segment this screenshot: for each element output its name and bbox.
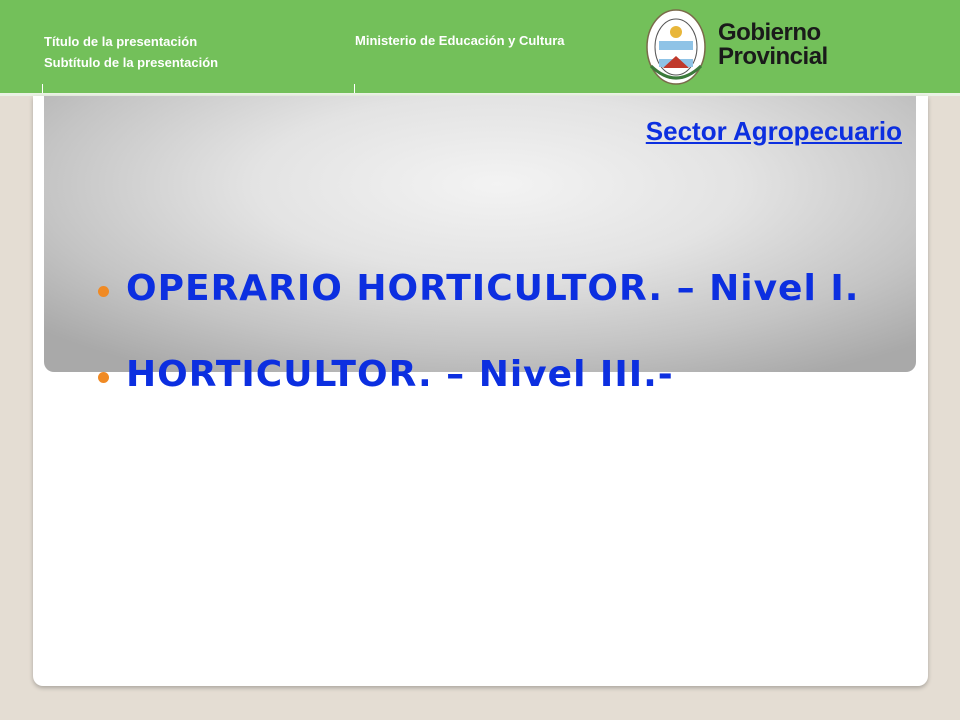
logo-word-provincial: Provincial xyxy=(718,43,828,70)
gobierno-provincial-logo xyxy=(645,8,828,88)
logo-word-gobierno: Gobierno xyxy=(718,19,821,46)
header-bar xyxy=(0,0,960,93)
logo-wordmark xyxy=(718,21,828,69)
coat-of-arms-icon xyxy=(645,8,707,86)
header-divider-tick xyxy=(354,84,355,93)
presentation-title-block xyxy=(44,31,218,73)
header-divider-tick xyxy=(42,84,43,93)
bullet-text: OPERARIO HORTICULTOR. – Nivel I. xyxy=(126,268,860,309)
sector-link[interactable]: Sector Agropecuario xyxy=(645,116,902,146)
bullet-text: HORTICULTOR. – Nivel III.- xyxy=(126,354,674,395)
presentation-title: Título de la presentación xyxy=(44,34,198,49)
ministry-name: Ministerio de Educación y Cultura xyxy=(355,33,565,48)
bullet-dot-icon xyxy=(98,286,109,297)
bullet-dot-icon xyxy=(98,372,109,383)
presentation-subtitle: Subtítulo de la presentación xyxy=(44,55,219,70)
